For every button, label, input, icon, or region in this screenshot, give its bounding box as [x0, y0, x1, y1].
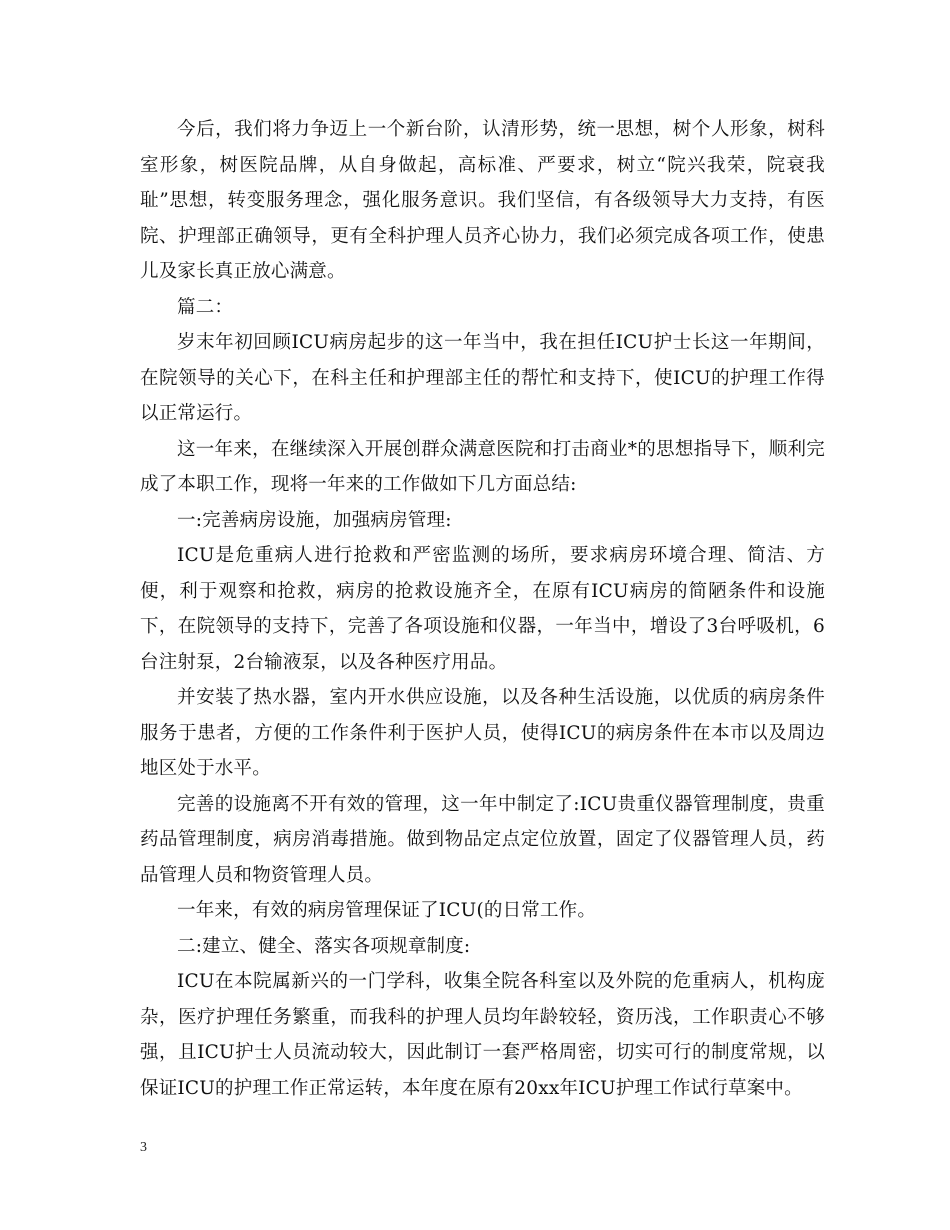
paragraph-9: 一年来，有效的病房管理保证了ICU(的日常工作。: [177, 900, 597, 921]
document-body: [140, 112, 825, 1106]
paragraph-6: ICU是危重病人进行抢救和严密监测的场所，要求病房环境合理、简洁、方便，利于观察和抢救，病房的抢救设施齐全，在原有ICU病房的简陋条件和设施下，在院领导的支持下，完善了各项设施和仪器，一年当中，增设了3台呼吸机，6台注射泵，2台输液泵，以及各种医疗用品。: [140, 545, 825, 673]
paragraph-5-heading: 一:完善病房设施，加强病房管理:: [177, 509, 452, 531]
paragraph-1: 今后，我们将力争迈上一个新台阶，认清形势，统一思想，树个人形象，树科室形象，树医院品牌，从自身做起，高标准、严要求，树立“院兴我荣，院衰我耻”思想，转变服务理念，强化服务意识。我们坚信，有各级领导大力支持，有医院、护理部正确领导，更有全科护理人员齐心协力，我们必须完成各项工作，使患儿及家长真正放心满意。: [140, 119, 825, 282]
paragraph-7: 并安装了热水器，室内开水供应设施，以及各种生活设施，以优质的病房条件服务于患者，方便的工作条件利于医护人员，使得ICU的病房条件在本市以及周边地区处于水平。: [140, 687, 825, 779]
paragraph-2-heading: 篇二：: [177, 296, 234, 318]
page-number: 3: [140, 1140, 147, 1155]
paragraph-11: ICU在本院属新兴的一门学科，收集全院各科室以及外院的危重病人，机构庞杂，医疗护理任务繁重，而我科的护理人员均年龄较轻，资历浅，工作职责心不够强，且ICU护士人员流动较大，因此制订一套严格周密，切实可行的制度常规，以保证ICU的护理工作正常运转，本年度在原有20xx年ICU护理工作试行草案中。: [140, 971, 825, 1099]
paragraph-4: 这一年来，在继续深入开展创群众满意医院和打击商业*的思想指导下，顺利完成了本职工作，现将一年来的工作做如下几方面总结:: [140, 438, 825, 495]
paragraph-10-heading: 二:建立、健全、落实各项规章制度:: [177, 935, 471, 957]
paragraph-3: 岁末年初回顾ICU病房起步的这一年当中，我在担任ICU护士长这一年期间，在院领导的关心下，在科主任和护理部主任的帮忙和支持下，使ICU的护理工作得以正常运行。: [140, 332, 825, 424]
paragraph-8: 完善的设施离不开有效的管理，这一年中制定了:ICU贵重仪器管理制度，贵重药品管理制度，病房消毒措施。做到物品定点定位放置，固定了仪器管理人员，药品管理人员和物资管理人员。: [140, 793, 825, 886]
